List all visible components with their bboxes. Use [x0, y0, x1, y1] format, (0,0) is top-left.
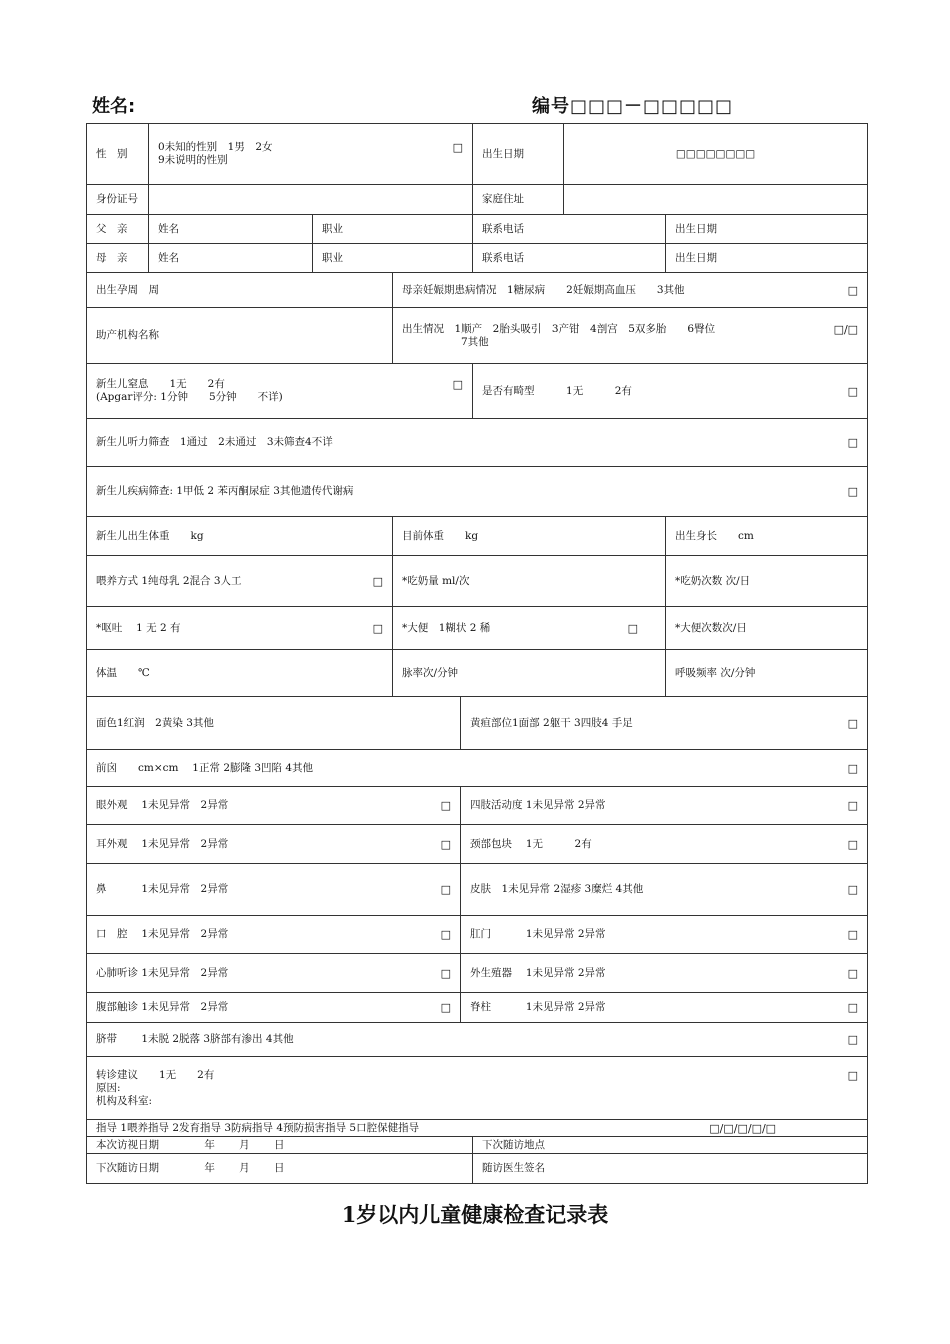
- asphyxia[interactable]: □ 新生儿窒息 1无 2有 (Apgar评分: 1分钟 5分钟 不详): [87, 364, 473, 419]
- umbilical-cord[interactable]: □ 脐带 1未脱 2脱落 3脐部有渗出 4其他: [87, 1023, 868, 1057]
- hearing-screening[interactable]: □ 新生儿听力筛查 1通过 2未通过 3未筛查4不详: [87, 419, 868, 467]
- mouth-exam[interactable]: □ 口 腔 1未见异常 2异常: [87, 916, 461, 954]
- birth-condition[interactable]: □/□ 出生情况 1顺产 2胎头吸引 3产钳 4剖宫 5双多胎 6臀位 7其他: [393, 308, 868, 364]
- limb-checkbox[interactable]: □: [847, 799, 859, 812]
- guidance-row: [87, 1120, 868, 1137]
- vomit-checkbox[interactable]: □: [372, 621, 383, 635]
- birth-length[interactable]: 出生身长 cm: [666, 517, 868, 556]
- milk-amount[interactable]: *吃奶量 ml/次: [393, 556, 666, 607]
- father-label: 父 亲: [87, 215, 149, 244]
- ear-checkbox[interactable]: □: [440, 837, 451, 851]
- eye-row: [87, 787, 868, 825]
- current-weight[interactable]: 目前体重 kg: [393, 517, 666, 556]
- stool[interactable]: □ *大便 1糊状 2 稀: [393, 607, 666, 650]
- guidance-checkboxes[interactable]: □/□/□/□/□: [709, 1121, 777, 1135]
- nose-exam[interactable]: □ 鼻 1未见异常 2异常: [87, 864, 461, 916]
- hearing-row: [87, 419, 868, 467]
- record-code: 编号□□□－□□□□□: [532, 96, 734, 117]
- pulse[interactable]: 脉率次/分钟: [393, 650, 666, 697]
- fontanel-checkbox[interactable]: □: [847, 761, 859, 775]
- maternal-illness[interactable]: □ 母亲妊娠期患病情况 1糖尿病 2妊娠期高血压 3其他: [393, 273, 868, 308]
- temperature[interactable]: 体温 ℃: [87, 650, 393, 697]
- spine-exam[interactable]: □ 脊柱 1未见异常 2异常: [461, 993, 868, 1023]
- father-row: [87, 215, 868, 244]
- ear-row: [87, 825, 868, 864]
- skin-exam[interactable]: □ 皮肤 1未见异常 2湿疹 3糜烂 4其他: [461, 864, 868, 916]
- nose-checkbox[interactable]: □: [440, 883, 451, 896]
- asphyxia-row: [87, 364, 868, 419]
- mouth-row: [87, 916, 868, 954]
- eye-checkbox[interactable]: □: [440, 799, 451, 812]
- gestation-row: [87, 273, 868, 308]
- gender-row: [87, 124, 868, 185]
- deformity[interactable]: □ 是否有畸型 1无 2有: [473, 364, 868, 419]
- address-field[interactable]: [564, 185, 868, 215]
- dob-boxes[interactable]: □□□□□□□□: [564, 124, 868, 185]
- gender-checkbox[interactable]: □: [452, 141, 464, 154]
- feeding-method[interactable]: □ 喂养方式 1纯母乳 2混合 3人工: [87, 556, 393, 607]
- respiration[interactable]: 呼吸频率 次/分钟: [666, 650, 868, 697]
- mother-phone[interactable]: 联系电话: [473, 244, 666, 273]
- visit-row: [87, 1137, 868, 1154]
- birth-weight[interactable]: 新生儿出生体重 kg: [87, 517, 393, 556]
- father-name[interactable]: 姓名: [149, 215, 313, 244]
- face-row: [87, 697, 868, 750]
- genital-exam[interactable]: □ 外生殖器 1未见异常 2异常: [461, 954, 868, 993]
- id-field[interactable]: [149, 185, 473, 215]
- guidance[interactable]: □/□/□/□/□ 指导 1喂养指导 2发育指导 3防病指导 4预防损害指导 5口腔保健指导: [87, 1120, 868, 1137]
- jaundice[interactable]: □ 黄疸部位1面部 2躯干 3四肢4 手足: [461, 697, 868, 750]
- father-phone[interactable]: 联系电话: [473, 215, 666, 244]
- gestation-weeks[interactable]: 出生孕周 周: [87, 273, 393, 308]
- hearing-checkbox[interactable]: □: [847, 436, 859, 449]
- dob-label: 出生日期: [473, 124, 564, 185]
- mother-dob[interactable]: 出生日期: [666, 244, 868, 273]
- mother-name[interactable]: 姓名: [149, 244, 313, 273]
- mouth-checkbox[interactable]: □: [440, 928, 451, 941]
- jaundice-checkbox[interactable]: □: [847, 716, 859, 730]
- gender-options[interactable]: □ 0未知的性别 1男 2女 9未说明的性别: [149, 124, 473, 185]
- stool-times[interactable]: *大便次数次/日: [666, 607, 868, 650]
- next-visit-date[interactable]: 下次随访日期 年 月 日: [87, 1154, 473, 1184]
- weight-row: [87, 517, 868, 556]
- heart-row: [87, 954, 868, 993]
- referral-checkbox[interactable]: □: [847, 1068, 859, 1082]
- mother-job[interactable]: 职业: [313, 244, 473, 273]
- feeding-row: [87, 556, 868, 607]
- navel-row: [87, 1023, 868, 1057]
- referral-row: [87, 1057, 868, 1120]
- next-row: [87, 1154, 868, 1184]
- feeding-checkbox[interactable]: □: [372, 574, 383, 588]
- anus-exam[interactable]: □ 肛门 1未见异常 2异常: [461, 916, 868, 954]
- abdomen-row: [87, 993, 868, 1023]
- vomiting[interactable]: □ *呕吐 1 无 2 有: [87, 607, 393, 650]
- skin-checkbox[interactable]: □: [847, 883, 859, 896]
- fontanel-row: [87, 750, 868, 787]
- fontanel[interactable]: □ 前囟 cm×cm 1正常 2膨隆 3凹陷 4其他: [87, 750, 868, 787]
- father-job[interactable]: 职业: [313, 215, 473, 244]
- disease-checkbox[interactable]: □: [847, 485, 859, 498]
- heart-checkbox[interactable]: □: [440, 966, 451, 980]
- id-row: [87, 185, 868, 215]
- neck-mass[interactable]: □ 颈部包块 1无 2有: [461, 825, 868, 864]
- birth-condition-checkbox[interactable]: □/□: [833, 322, 859, 336]
- disease-screening[interactable]: □ 新生儿疾病筛查: 1甲低 2 苯丙酮尿症 3其他遗传代谢病: [87, 467, 868, 517]
- complexion[interactable]: 面色1红润 2黄染 3其他: [87, 697, 461, 750]
- midwife-institution[interactable]: 助产机构名称: [87, 308, 393, 364]
- disease-row: [87, 467, 868, 517]
- stool-checkbox[interactable]: □: [627, 621, 639, 635]
- form-title: 1岁以内儿童健康检查记录表: [341, 1202, 609, 1227]
- mother-row: [87, 244, 868, 273]
- vitals-row: [87, 650, 868, 697]
- abdomen-checkbox[interactable]: □: [440, 1001, 451, 1014]
- spine-checkbox[interactable]: □: [847, 1001, 859, 1014]
- father-dob[interactable]: 出生日期: [666, 215, 868, 244]
- navel-checkbox[interactable]: □: [847, 1033, 859, 1046]
- heart-lung-exam[interactable]: □ 心肺听诊 1未见异常 2异常: [87, 954, 461, 993]
- visit-date[interactable]: 本次访视日期 年 月 日: [87, 1137, 473, 1154]
- doctor-signature[interactable]: 随访医生签名: [473, 1154, 868, 1184]
- milk-times[interactable]: *吃奶次数 次/日: [666, 556, 868, 607]
- maternal-illness-checkbox[interactable]: □: [847, 283, 859, 297]
- birth-row: [87, 308, 868, 364]
- vomit-row: [87, 607, 868, 650]
- abdomen-exam[interactable]: □ 腹部触诊 1未见异常 2异常: [87, 993, 461, 1023]
- mother-label: 母 亲: [87, 244, 149, 273]
- genital-checkbox[interactable]: □: [847, 966, 859, 980]
- anus-checkbox[interactable]: □: [847, 928, 859, 941]
- ear-exam[interactable]: □ 耳外观 1未见异常 2异常: [87, 825, 461, 864]
- eye-exam[interactable]: □ 眼外观 1未见异常 2异常: [87, 787, 461, 825]
- id-label: 身份证号: [87, 185, 149, 215]
- health-check-form: [86, 123, 868, 1184]
- name-label: 姓名:: [92, 96, 136, 117]
- nose-row: [87, 864, 868, 916]
- gender-label: 性 别: [87, 124, 149, 185]
- asphyxia-checkbox[interactable]: □: [452, 378, 464, 391]
- limb-mobility[interactable]: □ 四肢活动度 1未见异常 2异常: [461, 787, 868, 825]
- referral[interactable]: □ 转诊建议 1无 2有 原因: 机构及科室:: [87, 1057, 868, 1120]
- neck-checkbox[interactable]: □: [847, 837, 859, 851]
- deformity-checkbox[interactable]: □: [847, 384, 859, 398]
- next-visit-place[interactable]: 下次随访地点: [473, 1137, 868, 1154]
- address-label: 家庭住址: [473, 185, 564, 215]
